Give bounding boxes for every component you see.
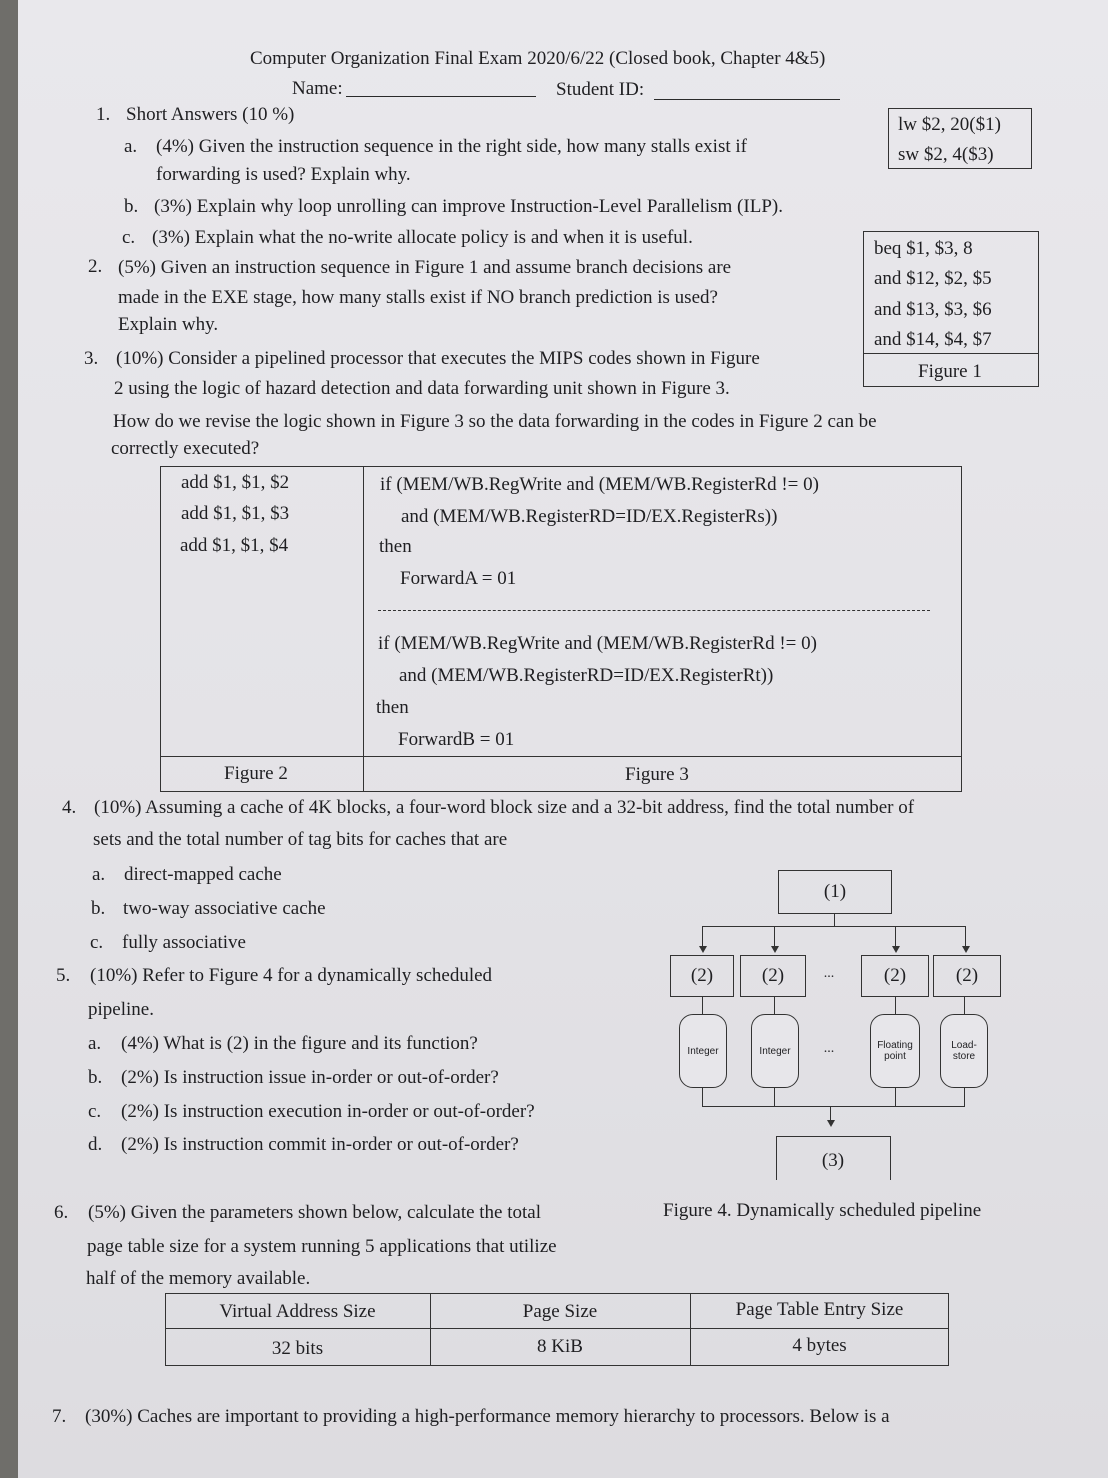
figure3-line: if (MEM/WB.RegWrite and (MEM/WB.RegisterRd != 0) bbox=[378, 633, 817, 654]
name-blank[interactable] bbox=[346, 96, 536, 97]
q1a-label: a. bbox=[124, 136, 138, 157]
figure4-fu-integer bbox=[751, 1014, 799, 1088]
figure3-line: and (MEM/WB.RegisterRD=ID/EX.RegisterRs)) bbox=[401, 506, 778, 527]
figure4-fu-floating-point bbox=[870, 1014, 920, 1088]
table-header-cell: Page Table Entry Size bbox=[735, 1299, 904, 1320]
q1b-label: b. bbox=[124, 196, 139, 217]
figure4-unit-3-top bbox=[776, 1136, 890, 1137]
figure4-rs-label: (2) bbox=[761, 965, 785, 986]
q2-line2: made in the EXE stage, how many stalls exist if NO branch prediction is used? bbox=[118, 287, 718, 308]
q5-line2: pipeline. bbox=[88, 999, 154, 1020]
figure1-caption: Figure 1 bbox=[918, 361, 982, 382]
figure2-caption: Figure 2 bbox=[224, 763, 288, 784]
figure4-arrow-icon bbox=[771, 946, 779, 953]
q6-line1: (5%) Given the parameters shown below, calculate the total bbox=[88, 1202, 542, 1223]
figure3-caption: Figure 3 bbox=[625, 764, 689, 785]
name-label: Name: bbox=[292, 78, 343, 99]
q3-line4: correctly executed? bbox=[111, 438, 260, 459]
q5c-label: c. bbox=[88, 1101, 102, 1122]
q1-code-line: sw $2, 4($3) bbox=[898, 144, 994, 165]
figure4-fu-label: point bbox=[884, 1051, 906, 1062]
q4c-text: fully associative bbox=[122, 932, 246, 953]
figure4-connector bbox=[895, 926, 896, 946]
q5a-text: (4%) What is (2) in the figure and its function? bbox=[121, 1033, 478, 1054]
figure4-rs-label: (2) bbox=[690, 965, 714, 986]
figure4-fu-label: store bbox=[952, 1051, 976, 1062]
q1c-label: c. bbox=[122, 227, 136, 248]
figure4-bus-top bbox=[702, 926, 966, 927]
q5-line1: (10%) Refer to Figure 4 for a dynamically scheduled bbox=[90, 965, 493, 986]
q5b-text: (2%) Is instruction issue in-order or out-of-order? bbox=[121, 1067, 499, 1088]
q2-number: 2. bbox=[88, 256, 103, 277]
table-header-cell: Virtual Address Size bbox=[219, 1301, 376, 1322]
figure4-connector bbox=[774, 926, 775, 946]
figure-column-divider bbox=[363, 466, 364, 792]
table-header-cell: Page Size bbox=[522, 1301, 598, 1322]
figure4-fu-label: Floating bbox=[877, 1040, 913, 1051]
figure4-arrow-icon bbox=[827, 1120, 835, 1127]
q5d-label: d. bbox=[88, 1134, 103, 1155]
student-id-label: Student ID: bbox=[556, 79, 645, 100]
figure4-connector bbox=[895, 1088, 896, 1106]
q4-line2: sets and the total number of tag bits for caches that are bbox=[93, 829, 508, 850]
figure4-arrow-icon bbox=[892, 946, 900, 953]
figure4-bus-bottom bbox=[702, 1106, 965, 1107]
figure3-line: ForwardB = 01 bbox=[398, 729, 515, 750]
q4-line1: (10%) Assuming a cache of 4K blocks, a four-word block size and a 32-bit address, find the total number of bbox=[94, 797, 915, 818]
q4c-label: c. bbox=[90, 932, 104, 953]
figure4-connector bbox=[702, 926, 703, 946]
figure1-code-line: and $12, $2, $5 bbox=[874, 268, 992, 289]
q5-number: 5. bbox=[56, 965, 71, 986]
figure4-connector bbox=[702, 1088, 703, 1106]
figure2-code-line: add $1, $1, $2 bbox=[181, 472, 290, 493]
figure-caption-divider bbox=[160, 756, 962, 757]
figure4-ellipsis: ... bbox=[823, 1041, 835, 1056]
table-value-cell: 32 bits bbox=[271, 1338, 324, 1359]
figure4-caption: Figure 4. Dynamically scheduled pipeline bbox=[663, 1200, 982, 1221]
figure4-unit-1-label: (1) bbox=[823, 881, 847, 902]
q3-line2: 2 using the logic of hazard detection and data forwarding unit shown in Figure 3. bbox=[114, 378, 730, 399]
q7-number: 7. bbox=[52, 1406, 67, 1427]
student-id-blank[interactable] bbox=[654, 99, 840, 100]
figure2-code-line: add $1, $1, $3 bbox=[181, 503, 290, 524]
q3-number: 3. bbox=[84, 348, 99, 369]
q6-number: 6. bbox=[54, 1202, 69, 1223]
figure4-unit-3-side bbox=[890, 1136, 891, 1180]
table-value-cell: 4 bytes bbox=[792, 1335, 847, 1356]
q3-line1: (10%) Consider a pipelined processor that executes the MIPS codes shown in Figure bbox=[116, 348, 760, 369]
q1c-text: (3%) Explain what the no-write allocate policy is and when it is useful. bbox=[152, 227, 693, 248]
figure4-connector bbox=[774, 1088, 775, 1106]
q1a-line1: (4%) Given the instruction sequence in the right side, how many stalls exist if bbox=[156, 136, 747, 157]
figure3-line: if (MEM/WB.RegWrite and (MEM/WB.RegisterRd != 0) bbox=[380, 474, 819, 495]
figure3-line: then bbox=[376, 697, 409, 718]
figure4-rs-label: (2) bbox=[883, 965, 907, 986]
figure4-fu-label: Integer bbox=[759, 1045, 791, 1057]
figure4-fu-load-store bbox=[940, 1014, 988, 1088]
q1-heading: Short Answers (10 %) bbox=[126, 104, 295, 125]
q5a-label: a. bbox=[88, 1033, 102, 1054]
q2-line3: Explain why. bbox=[118, 314, 219, 335]
q6-line3: half of the memory available. bbox=[86, 1268, 311, 1289]
q1a-line2: forwarding is used? Explain why. bbox=[156, 164, 411, 185]
q4b-label: b. bbox=[91, 898, 106, 919]
figure4-fu-integer bbox=[679, 1014, 727, 1088]
figure3-line: and (MEM/WB.RegisterRD=ID/EX.RegisterRt)) bbox=[399, 665, 774, 686]
figure1-code-line: and $14, $4, $7 bbox=[874, 329, 992, 350]
q4b-text: two-way associative cache bbox=[123, 898, 326, 919]
figure4-arrow-icon bbox=[962, 946, 970, 953]
table-value-cell: 8 KiB bbox=[537, 1336, 583, 1357]
figure4-connector bbox=[964, 997, 965, 1015]
figure4-arrow-icon bbox=[699, 946, 707, 953]
figure1-divider bbox=[863, 353, 1039, 354]
figure4-unit-3-label: (3) bbox=[821, 1150, 845, 1171]
q5d-text: (2%) Is instruction commit in-order or out-of-order? bbox=[121, 1134, 519, 1155]
q6-line2: page table size for a system running 5 applications that utilize bbox=[87, 1236, 557, 1257]
figure4-connector bbox=[834, 914, 835, 926]
figure4-fu-label: Integer bbox=[687, 1045, 719, 1057]
q4-number: 4. bbox=[62, 797, 77, 818]
figure3-line: then bbox=[379, 536, 412, 557]
figure3-line: ForwardA = 01 bbox=[400, 568, 517, 589]
q4a-text: direct-mapped cache bbox=[124, 864, 282, 885]
figure4-connector bbox=[774, 997, 775, 1015]
q5c-text: (2%) Is instruction execution in-order or out-of-order? bbox=[121, 1101, 535, 1122]
figure4-connector bbox=[965, 926, 966, 946]
figure4-fu-label: Load- bbox=[951, 1040, 977, 1051]
table-row-divider bbox=[165, 1328, 949, 1329]
q5b-label: b. bbox=[88, 1067, 103, 1088]
figure1-code-line: beq $1, $3, 8 bbox=[874, 238, 973, 259]
q1-code-line: lw $2, 20($1) bbox=[898, 114, 1001, 135]
figure4-connector bbox=[964, 1088, 965, 1106]
figure2-code-line: add $1, $1, $4 bbox=[180, 535, 289, 556]
exam-paper bbox=[18, 0, 1108, 1478]
figure1-code-line: and $13, $3, $6 bbox=[874, 299, 992, 320]
q2-line1: (5%) Given an instruction sequence in Figure 1 and assume branch decisions are bbox=[118, 257, 732, 278]
figure4-connector bbox=[895, 997, 896, 1015]
figure4-connector bbox=[702, 997, 703, 1015]
figure4-rs-label: (2) bbox=[955, 965, 979, 986]
q3-line3: How do we revise the logic shown in Figure 3 so the data forwarding in the codes in Figure 2 can be bbox=[113, 411, 877, 432]
exam-title: Computer Organization Final Exam 2020/6/22 (Closed book, Chapter 4&5) bbox=[250, 48, 826, 69]
q7-line1: (30%) Caches are important to providing a high-performance memory hierarchy to processors. Below is a bbox=[85, 1406, 890, 1427]
q1b-text: (3%) Explain why loop unrolling can improve Instruction-Level Parallelism (ILP). bbox=[154, 196, 783, 217]
figure3-dashed-separator bbox=[378, 610, 930, 611]
q4a-label: a. bbox=[92, 864, 106, 885]
figure4-ellipsis: ... bbox=[823, 966, 835, 981]
q1-number: 1. bbox=[96, 104, 111, 125]
